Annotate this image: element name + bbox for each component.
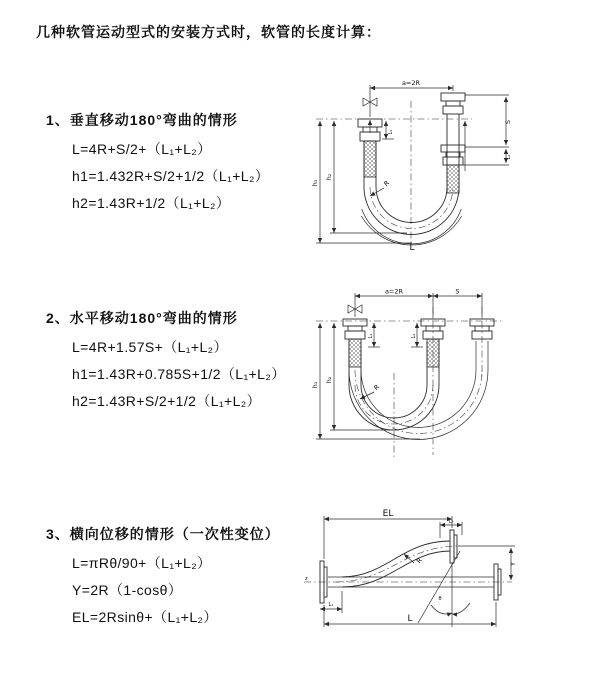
- dim-label-l1: L₁: [388, 129, 394, 135]
- section3-formula-EL: EL=2Rsinθ+（L₁+L₂）: [72, 609, 218, 625]
- dimension-l1-fitting: [368, 323, 380, 347]
- dim-label-r: R: [372, 382, 382, 392]
- section1-heading: 1、垂直移动180°弯曲的情形: [46, 112, 238, 128]
- dimension-l: [324, 602, 496, 627]
- dim-label-s: S: [455, 287, 460, 296]
- centerline-mark: z: [305, 576, 308, 582]
- dim-label-l1: L₁: [368, 333, 374, 339]
- section3-heading: 3、横向位移的情形（一次性变位）: [46, 526, 280, 542]
- dim-label-s: S: [504, 119, 512, 125]
- dim-label-width: a=2R: [401, 79, 421, 87]
- page-title: 几种软管运动型式的安装方式时，软管的长度计算：: [36, 24, 381, 40]
- dim-label-r: R: [414, 556, 424, 566]
- dimension-l1-fitting: [320, 591, 342, 613]
- section1-formula-h2: h2=1.43R+1/2（L₁+L₂）: [72, 195, 231, 211]
- dimension-el: [324, 509, 452, 559]
- centerlines: [316, 307, 502, 459]
- diagram-lateral-displacement: [300, 505, 590, 645]
- section2-formula-L: L=4R+1.57S+（L₁+L₂）: [72, 339, 228, 355]
- dim-label-r: R: [382, 178, 392, 188]
- hose-u-bend-position2: [349, 370, 488, 440]
- dim-label-theta: θ: [438, 596, 442, 602]
- dim-label-l: L: [407, 614, 413, 624]
- right-pipe-assembly: [441, 93, 465, 193]
- hose-s-curve-moved: [336, 530, 458, 587]
- motion-arrows: [370, 120, 465, 171]
- diagram-vertical-180-bend: [310, 75, 590, 255]
- dimension-l2-fitting: [411, 323, 423, 347]
- dim-label-l-total: L: [409, 243, 415, 253]
- dimension-y: [458, 546, 517, 580]
- angle-construction: [418, 551, 470, 627]
- diagram-horizontal-180-bend: [310, 285, 590, 465]
- dimension-width: [370, 79, 453, 117]
- dim-label-el: EL: [382, 509, 394, 519]
- dimension-l1-fitting: [382, 121, 394, 139]
- dimension-l2-fitting: [440, 519, 462, 539]
- dim-label-l2: L₂: [411, 333, 417, 339]
- section2-heading: 2、水平移动180°弯曲的情形: [46, 310, 238, 326]
- dim-label-y: Y: [509, 562, 517, 566]
- dim-label-width: a=2R: [384, 287, 404, 296]
- hose-u-bend: [361, 187, 461, 245]
- section2-formula-h1: h1=1.43R+0.785S+1/2（L₁+L₂）: [72, 366, 286, 382]
- dim-label-l2: L₂: [448, 518, 454, 525]
- section3-formula-Y: Y=2R（1-cosθ）: [72, 582, 183, 598]
- dim-label-h1: h₁: [311, 381, 319, 389]
- dimension-width: [355, 288, 482, 318]
- dim-label-h2: h₂: [325, 173, 333, 181]
- dim-label-h2: h₂: [325, 376, 333, 384]
- dim-label-h1: h₁: [311, 179, 319, 187]
- section1-formula-L: L=4R+S/2+（L₁+L₂）: [72, 141, 212, 157]
- radius-annotation: [370, 179, 391, 196]
- dim-label-l1: L₁: [328, 602, 334, 608]
- dim-label-l2: L₂: [506, 154, 512, 160]
- dimension-h1: [311, 121, 412, 243]
- dimension-l2-fitting: [463, 149, 512, 165]
- section3-formula-L: L=πRθ/90+（L₁+L₂）: [72, 555, 212, 571]
- section1-formula-h1: h1=1.432R+S/2+1/2（L₁+L₂）: [72, 168, 270, 184]
- dimension-s: [465, 95, 512, 147]
- section2-formula-h2: h2=1.43R+S/2+1/2（L₁+L₂）: [72, 393, 262, 409]
